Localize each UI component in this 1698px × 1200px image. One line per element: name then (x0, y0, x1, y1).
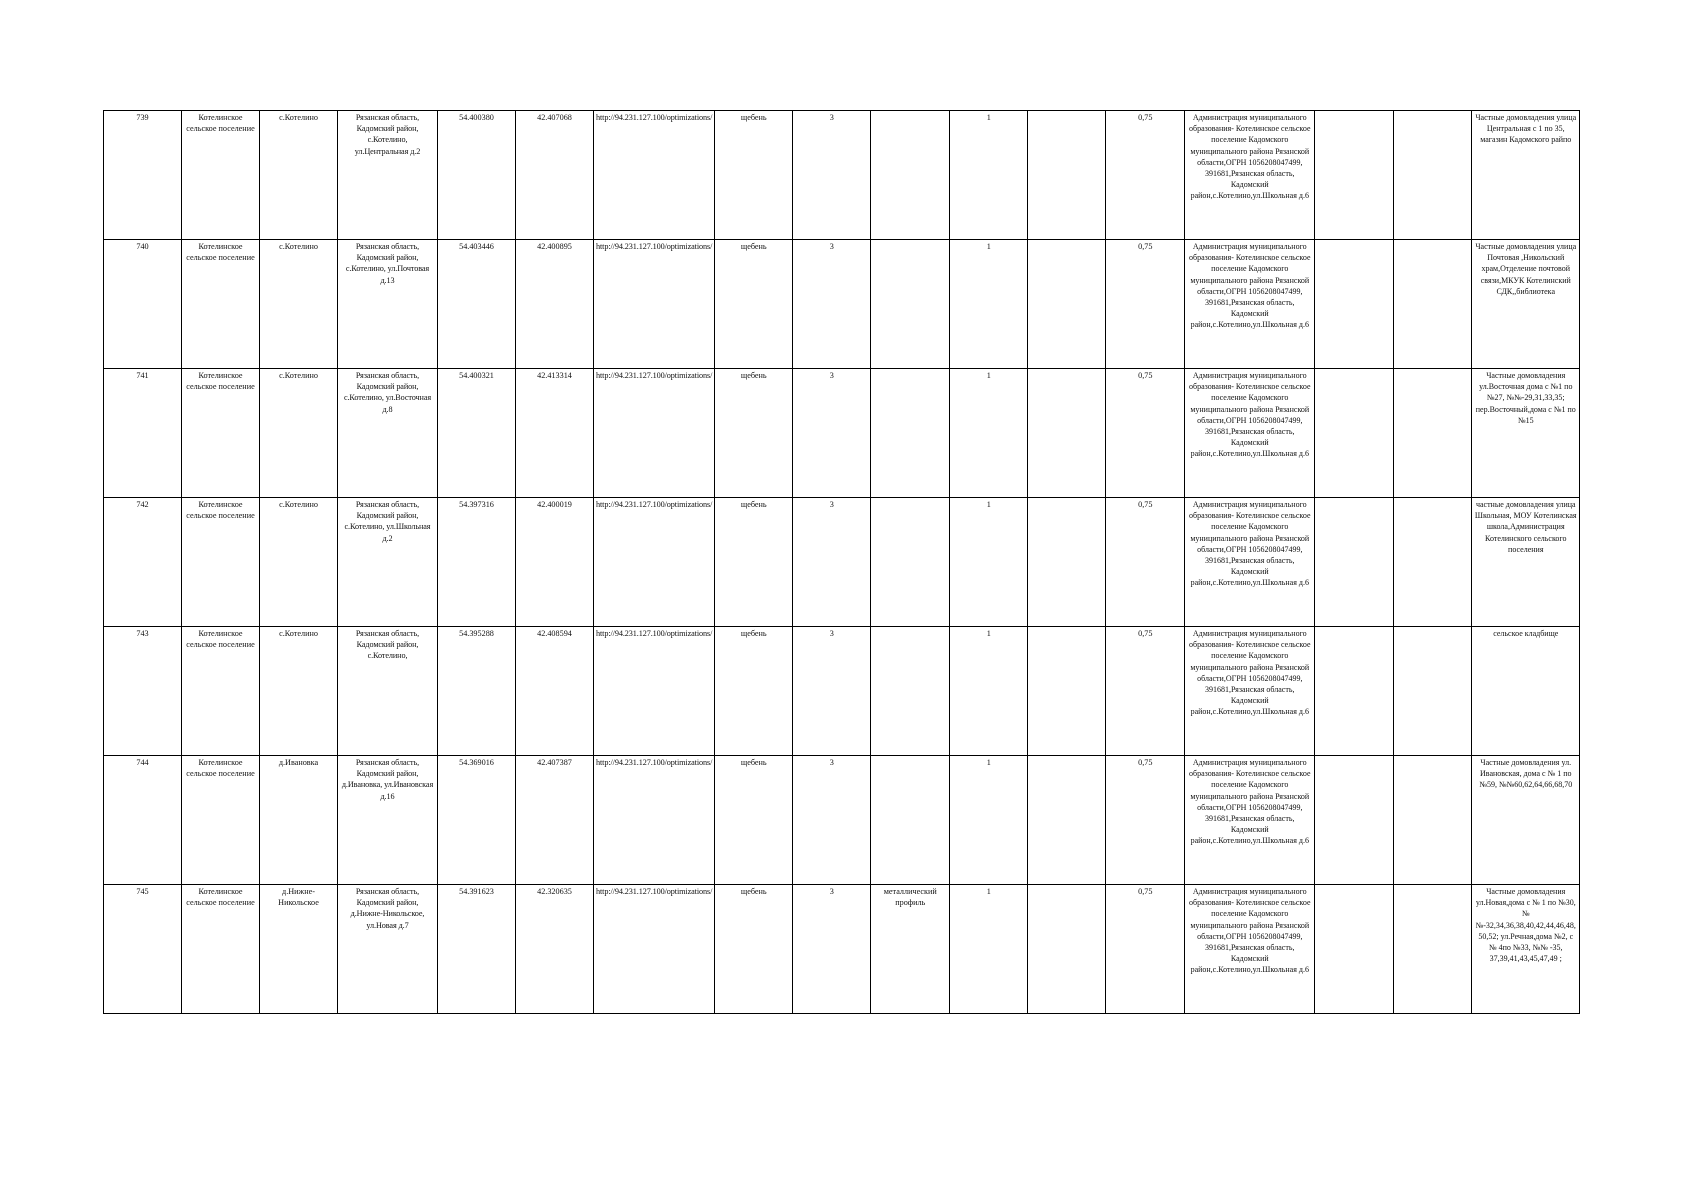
fence-cell (871, 240, 950, 369)
settlement-cell: Котелинское сельское поселение (182, 498, 260, 627)
surface-cell: щебень (715, 240, 793, 369)
map-link-cell: http://94.231.127.100/optimizations/ (594, 627, 715, 756)
longitude-cell: 42.408594 (516, 627, 594, 756)
waste-sources-cell: Частные домовладения ул.Новая,дома с № 1 по №30, №№-32,34,36,38,40,42,44,46,48, 50,52; ул.Речная,дома №2, с № 4по №33, №№ -35, 37,39,41,43,45,47,49 ; (1472, 885, 1580, 1014)
latitude-cell: 54.369016 (438, 756, 516, 885)
waste-sources-cell: Частные домовладения ул.Восточная дома с №1 по №27, №№-29,31,33,35; пер.Восточный,дома с №1 по №15 (1472, 369, 1580, 498)
owner-cell: Администрация муниципального образования- Котелинское сельское поселение Кадомского муниципального района Рязанской области,ОГРН 1056208047499, 391681,Рязанская область, Кадомский район,с.Котелино,ул.Школьная д.6 (1185, 756, 1315, 885)
settlement-cell: Котелинское сельское поселение (182, 111, 260, 240)
latitude-cell: 54.403446 (438, 240, 516, 369)
longitude-cell: 42.400019 (516, 498, 594, 627)
container-volume-cell: 0,75 (1106, 111, 1185, 240)
empty-cell (1315, 756, 1394, 885)
table-body (104, 111, 1580, 1014)
latitude-cell: 54.395288 (438, 627, 516, 756)
waste-site-registry-table (103, 110, 1580, 1014)
map-link-cell: http://94.231.127.100/optimizations/ (594, 498, 715, 627)
address-cell: Рязанская область, Кадомский район, с.Котелино, ул.Восточная д.8 (338, 369, 438, 498)
map-link-cell: http://94.231.127.100/optimizations/ (594, 756, 715, 885)
area-cell: 3 (793, 240, 871, 369)
settlement-cell: Котелинское сельское поселение (182, 756, 260, 885)
waste-sources-cell: сельское кладбище (1472, 627, 1580, 756)
settlement-cell: Котелинское сельское поселение (182, 885, 260, 1014)
container-count-cell: 1 (950, 885, 1028, 1014)
locality-cell: с.Котелино (260, 240, 338, 369)
area-cell: 3 (793, 756, 871, 885)
table-row (104, 885, 1580, 1014)
surface-cell: щебень (715, 627, 793, 756)
area-cell: 3 (793, 369, 871, 498)
fence-cell: металлический профиль (871, 885, 950, 1014)
empty-cell (1394, 240, 1472, 369)
container-count-cell: 1 (950, 627, 1028, 756)
empty-cell (1315, 498, 1394, 627)
address-cell: Рязанская область, Кадомский район, д.Ивановка, ул.Ивановская д.16 (338, 756, 438, 885)
row-number-cell: 742 (104, 498, 182, 627)
row-number-cell: 741 (104, 369, 182, 498)
empty-cell (1394, 885, 1472, 1014)
locality-cell: д.Нижне-Никольское (260, 885, 338, 1014)
empty-cell (1028, 498, 1106, 627)
area-cell: 3 (793, 111, 871, 240)
container-volume-cell: 0,75 (1106, 756, 1185, 885)
container-volume-cell: 0,75 (1106, 885, 1185, 1014)
empty-cell (1315, 885, 1394, 1014)
address-cell: Рязанская область, Кадомский район, с.Котелино, ул.Школьная д.2 (338, 498, 438, 627)
empty-cell (1394, 369, 1472, 498)
empty-cell (1028, 240, 1106, 369)
longitude-cell: 42.320635 (516, 885, 594, 1014)
address-cell: Рязанская область, Кадомский район, с.Котелино, (338, 627, 438, 756)
owner-cell: Администрация муниципального образования- Котелинское сельское поселение Кадомского муниципального района Рязанской области,ОГРН 1056208047499, 391681,Рязанская область, Кадомский район,с.Котелино,ул.Школьная д.6 (1185, 369, 1315, 498)
waste-sources-cell: Частные домовладения ул. Ивановская, дома с № 1 по №59, №№60,62,64,66,68,70 (1472, 756, 1580, 885)
table-row (104, 756, 1580, 885)
locality-cell: с.Котелино (260, 498, 338, 627)
waste-sources-cell: Частные домовладения улица Почтовая ,Никольский храм,Отделение почтовой связи,МКУК Котелинский СДК,,библиотека (1472, 240, 1580, 369)
empty-cell (1028, 756, 1106, 885)
waste-sources-cell: частные домовладения улица Школьная, МОУ Котелинская школа,Администрация Котелинского сельского поселения (1472, 498, 1580, 627)
fence-cell (871, 111, 950, 240)
longitude-cell: 42.407387 (516, 756, 594, 885)
empty-cell (1315, 240, 1394, 369)
area-cell: 3 (793, 885, 871, 1014)
owner-cell: Администрация муниципального образования- Котелинское сельское поселение Кадомского муниципального района Рязанской области,ОГРН 1056208047499, 391681,Рязанская область, Кадомский район,с.Котелино,ул.Школьная д.6 (1185, 240, 1315, 369)
empty-cell (1028, 369, 1106, 498)
surface-cell: щебень (715, 111, 793, 240)
latitude-cell: 54.400321 (438, 369, 516, 498)
container-count-cell: 1 (950, 240, 1028, 369)
empty-cell (1394, 627, 1472, 756)
empty-cell (1028, 885, 1106, 1014)
container-volume-cell: 0,75 (1106, 627, 1185, 756)
map-link-cell: http://94.231.127.100/optimizations/ (594, 240, 715, 369)
table-row (104, 240, 1580, 369)
waste-sources-cell: Частные домовладения улица Центральная с 1 по 35, магазин Кадомского райпо (1472, 111, 1580, 240)
fence-cell (871, 627, 950, 756)
longitude-cell: 42.400895 (516, 240, 594, 369)
locality-cell: д.Ивановка (260, 756, 338, 885)
owner-cell: Администрация муниципального образования- Котелинское сельское поселение Кадомского муниципального района Рязанской области,ОГРН 1056208047499, 391681,Рязанская область, Кадомский район,с.Котелино,ул.Школьная д.6 (1185, 885, 1315, 1014)
longitude-cell: 42.413314 (516, 369, 594, 498)
settlement-cell: Котелинское сельское поселение (182, 240, 260, 369)
container-count-cell: 1 (950, 369, 1028, 498)
map-link-cell: http://94.231.127.100/optimizations/ (594, 111, 715, 240)
latitude-cell: 54.397316 (438, 498, 516, 627)
row-number-cell: 740 (104, 240, 182, 369)
container-volume-cell: 0,75 (1106, 369, 1185, 498)
container-volume-cell: 0,75 (1106, 498, 1185, 627)
address-cell: Рязанская область, Кадомский район, с.Котелино, ул.Центральная д.2 (338, 111, 438, 240)
locality-cell: с.Котелино (260, 627, 338, 756)
empty-cell (1394, 756, 1472, 885)
latitude-cell: 54.391623 (438, 885, 516, 1014)
row-number-cell: 745 (104, 885, 182, 1014)
table-row (104, 498, 1580, 627)
empty-cell (1315, 627, 1394, 756)
locality-cell: с.Котелино (260, 369, 338, 498)
container-count-cell: 1 (950, 756, 1028, 885)
area-cell: 3 (793, 498, 871, 627)
container-volume-cell: 0,75 (1106, 240, 1185, 369)
owner-cell: Администрация муниципального образования- Котелинское сельское поселение Кадомского муниципального района Рязанской области,ОГРН 1056208047499, 391681,Рязанская область, Кадомский район,с.Котелино,ул.Школьная д.6 (1185, 498, 1315, 627)
settlement-cell: Котелинское сельское поселение (182, 627, 260, 756)
address-cell: Рязанская область, Кадомский район, с.Котелино, ул.Почтовая д.13 (338, 240, 438, 369)
locality-cell: с.Котелино (260, 111, 338, 240)
owner-cell: Администрация муниципального образования- Котелинское сельское поселение Кадомского муниципального района Рязанской области,ОГРН 1056208047499, 391681,Рязанская область, Кадомский район,с.Котелино,ул.Школьная д.6 (1185, 111, 1315, 240)
row-number-cell: 739 (104, 111, 182, 240)
container-count-cell: 1 (950, 498, 1028, 627)
settlement-cell: Котелинское сельское поселение (182, 369, 260, 498)
empty-cell (1028, 627, 1106, 756)
surface-cell: щебень (715, 369, 793, 498)
fence-cell (871, 756, 950, 885)
surface-cell: щебень (715, 756, 793, 885)
area-cell: 3 (793, 627, 871, 756)
row-number-cell: 744 (104, 756, 182, 885)
owner-cell: Администрация муниципального образования- Котелинское сельское поселение Кадомского муниципального района Рязанской области,ОГРН 1056208047499, 391681,Рязанская область, Кадомский район,с.Котелино,ул.Школьная д.6 (1185, 627, 1315, 756)
table-row (104, 627, 1580, 756)
container-count-cell: 1 (950, 111, 1028, 240)
empty-cell (1315, 369, 1394, 498)
map-link-cell: http://94.231.127.100/optimizations/ (594, 885, 715, 1014)
empty-cell (1394, 498, 1472, 627)
row-number-cell: 743 (104, 627, 182, 756)
latitude-cell: 54.400380 (438, 111, 516, 240)
fence-cell (871, 369, 950, 498)
surface-cell: щебень (715, 885, 793, 1014)
surface-cell: щебень (715, 498, 793, 627)
empty-cell (1028, 111, 1106, 240)
address-cell: Рязанская область, Кадомский район, д.Нижне-Никольское, ул.Новая д.7 (338, 885, 438, 1014)
empty-cell (1394, 111, 1472, 240)
longitude-cell: 42.407068 (516, 111, 594, 240)
table-row (104, 111, 1580, 240)
map-link-cell: http://94.231.127.100/optimizations/ (594, 369, 715, 498)
table-row (104, 369, 1580, 498)
empty-cell (1315, 111, 1394, 240)
fence-cell (871, 498, 950, 627)
